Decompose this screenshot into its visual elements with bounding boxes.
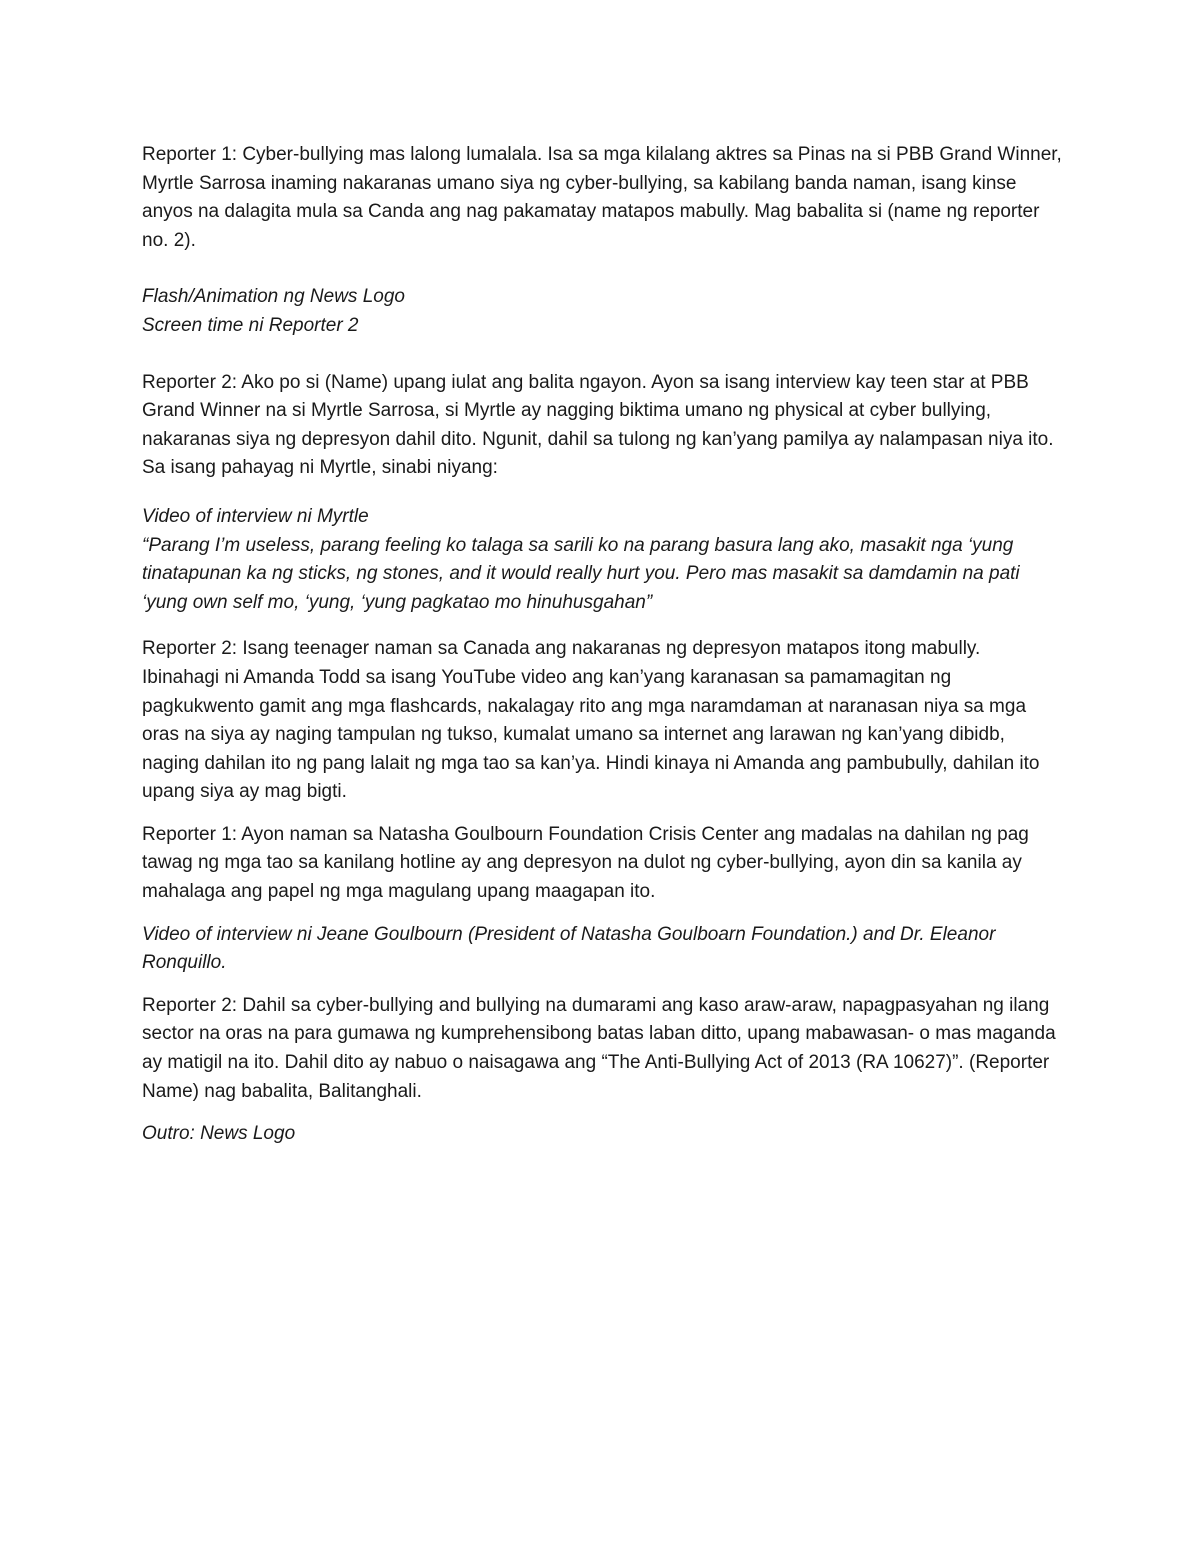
outro-direction: Outro: News Logo (142, 1123, 296, 1145)
reporter2-amanda-paragraph: Reporter 2: Isang teenager naman sa Canada ang nakaranas ng depresyon matapos itong mabully. Ibinahagi ni Amanda Todd sa isang YouTube video ang kan’yang karanasan sa pamamagitan ng pagkukwento gamit ang mga flashcards, nakalagay rito ang mga naramdaman at naranasan niya sa mga oras na siya ay naging tampulan ng tukso, kumalat umano sa internet ang larawan ng kan’yang dibidb, naging dahilan ito ng pang lalait ng mga tao sa kan’ya. Hindi kinaya ni Amanda ang pambubully, dahilan ito upang siya ay mag bigti. (142, 638, 1040, 803)
myrtle-quote: “Parang I’m useless, parang feeling ko talaga sa sarili ko na parang basura lang ako, masakit nga ‘yung tinatapunan ka ng sticks, ng stones, and it would really hurt you. Pero mas masakit sa damdamin na pati ‘yung own self mo, ‘yung, ‘yung pagkatao mo hinuhusgahan” (142, 534, 1020, 613)
document-body (142, 141, 1062, 1149)
stage-directions (142, 283, 1062, 340)
video-myrtle-direction: Video of interview ni Myrtle (142, 505, 369, 527)
reporter2-law-paragraph: Reporter 2: Dahil sa cyber-bullying and bullying na dumarami ang kaso araw-araw, napagpasyahan ng ilang sector na oras na para gumawa ng kumprehensibong batas laban ditto, upang mabawasan- o mas maganda ay matigil na ito. Dahil dito ay nabuo o naisagawa ang “The Anti-Bullying Act of 2013 (RA 10627)”. (Reporter Name) nag babalita, Balitanghali. (142, 994, 1056, 1102)
reporter2-myrtle-paragraph: Reporter 2: Ako po si (Name) upang iulat ang balita ngayon. Ayon sa isang interview kay teen star at PBB Grand Winner na si Myrtle Sarrosa, si Myrtle ay nagging biktima umano ng physical at cyber bullying, nakaranas siya ng depresyon dahil dito. Ngunit, dahil sa tulong ng kan’yang pamilya ay nalampasan niya ito. Sa isang pahayag ni Myrtle, sinabi niyang: (142, 371, 1054, 479)
stage-direction-flash: Flash/Animation ng News Logo (142, 286, 405, 308)
reporter1-intro-paragraph: Reporter 1: Cyber-bullying mas lalong lumalala. Isa sa mga kilalang aktres sa Pinas na si PBB Grand Winner, Myrtle Sarrosa inaming nakaranas umano siya ng cyber-bullying, sa kabilang banda naman, isang kinse anyos na dalagita mula sa Canda ang nag pakamatay matapos mabully. Mag babalita si (name ng reporter no. 2). (142, 144, 1062, 251)
video-goulbourn-direction: Video of interview ni Jeane Goulbourn (President of Natasha Goulboarn Foundation.) and Dr. Eleanor Ronquillo. (142, 923, 996, 974)
stage-direction-screen-time: Screen time ni Reporter 2 (142, 314, 359, 336)
reporter1-foundation-paragraph: Reporter 1: Ayon naman sa Natasha Goulbourn Foundation Crisis Center ang madalas na dahilan ng pag tawag ng mga tao sa kanilang hotline ay ang depresyon na dulot ng cyber-bullying, ayon din sa kanila ay mahalaga ang papel ng mga magulang upang maagapan ito. (142, 823, 1029, 903)
